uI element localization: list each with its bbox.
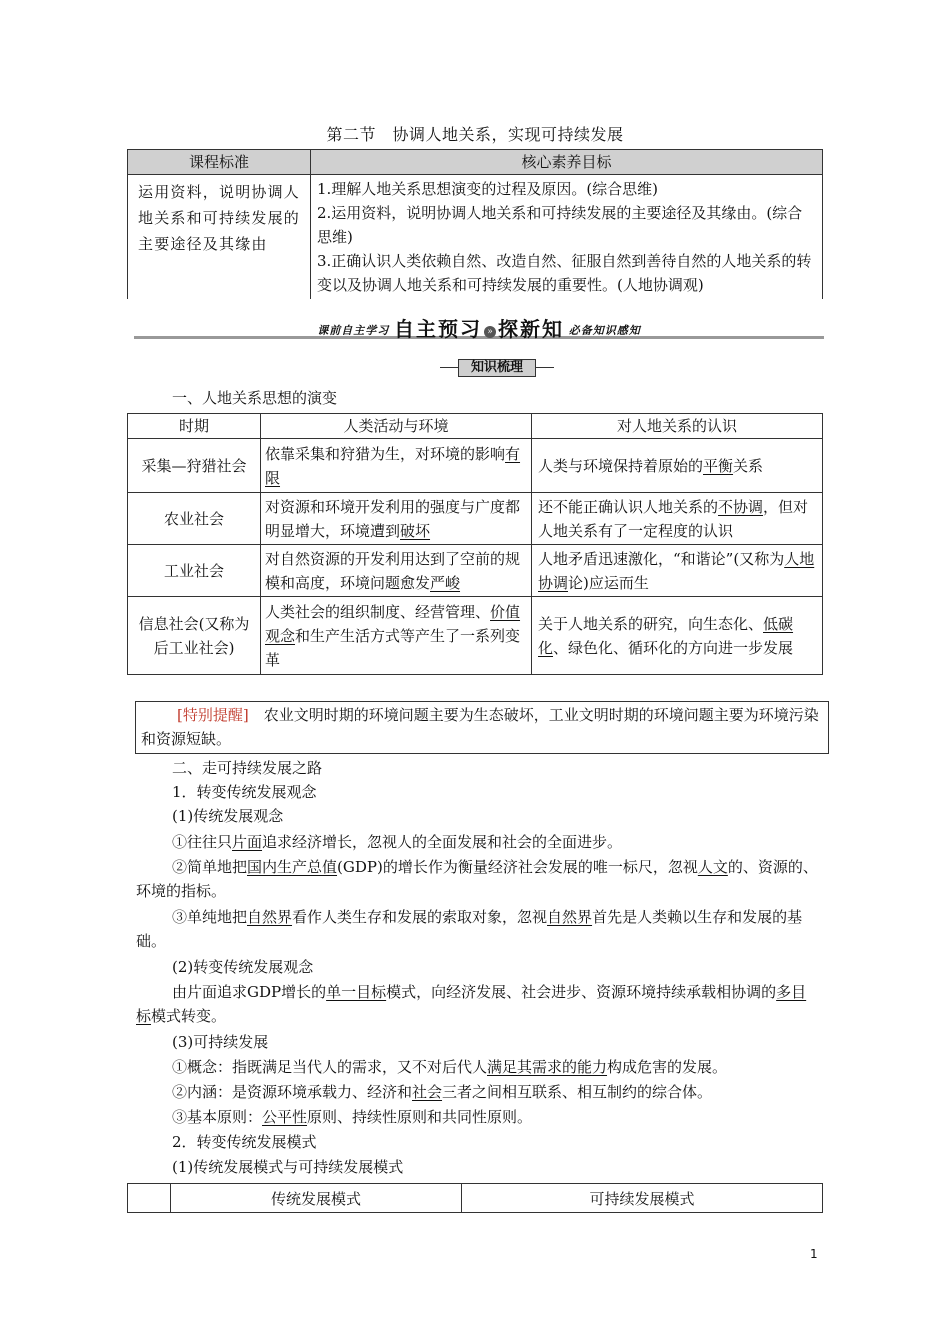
subheading-1-2: (2)转变传统发展观念 bbox=[172, 958, 314, 976]
paragraph: ③单纯地把自然界看作人类生存和发展的索取对象，忽视自然界首先是人类赖以生存和发展的基础。 bbox=[136, 908, 803, 950]
paragraph: 由片面追求GDP增长的单一目标模式，向经济发展、社会进步、资源环境持续承载相协调的多目标模式转变。 bbox=[136, 983, 807, 1025]
special-tip-box bbox=[135, 701, 829, 754]
paragraph: ①概念：指既满足当代人的需求，又不对后代人满足其需求的能力构成危害的发展。 bbox=[172, 1058, 728, 1076]
chevron-right-icon: » bbox=[484, 326, 496, 338]
view-cell: 还不能正确认识人地关系的不协调，但对人地关系有了一定程度的认识 bbox=[532, 493, 823, 545]
comparison-table bbox=[127, 1183, 823, 1213]
period-cell: 工业社会 bbox=[128, 545, 261, 597]
goals-cell bbox=[311, 175, 823, 300]
goal-item: 2.运用资料，说明协调人地关系和可持续发展的主要途径及其缘由。(综合思维) bbox=[317, 204, 803, 246]
subheading-1-3: (3)可持续发展 bbox=[172, 1033, 269, 1051]
subheading-2-1: (1)传统发展模式与可持续发展模式 bbox=[172, 1158, 404, 1176]
section-banner bbox=[134, 313, 824, 339]
activity-cell: 依靠采集和狩猎为生，对环境的影响有限 bbox=[261, 439, 532, 493]
subheading-1-1: (1)传统发展观念 bbox=[172, 807, 284, 825]
badge-line-left bbox=[440, 367, 458, 368]
period-table bbox=[127, 413, 823, 675]
header-goals: 核心素养目标 bbox=[311, 150, 823, 175]
heading-sustainable: 二、走可持续发展之路 bbox=[172, 759, 323, 777]
tip-label: [特别提醒] bbox=[177, 706, 249, 724]
heading-evolution: 一、人地关系思想的演变 bbox=[172, 389, 338, 407]
table-row bbox=[128, 545, 823, 597]
page-number: 1 bbox=[810, 1247, 818, 1261]
header-standard: 课程标准 bbox=[128, 150, 311, 175]
activity-cell: 对资源和环境开发利用的强度与广度都明显增大，环境遭到破坏 bbox=[261, 493, 532, 545]
page-title: 第二节 协调人地关系，实现可持续发展 bbox=[326, 125, 624, 144]
period-cell: 信息社会(又称为后工业社会) bbox=[128, 597, 261, 675]
activity-cell: 对自然资源的开发利用达到了空前的规模和高度，环境问题愈发严峻 bbox=[261, 545, 532, 597]
tip-text: 农业文明时期的环境问题主要为生态破坏，工业文明时期的环境问题主要为环境污染和资源短缺。 bbox=[141, 706, 819, 748]
banner-left-label: 课前自主学习 bbox=[317, 324, 390, 337]
paragraph: ③基本原则：公平性原则、持续性原则和共同性原则。 bbox=[172, 1108, 533, 1126]
badge-line-right bbox=[536, 367, 554, 368]
col-header-activity: 人类活动与环境 bbox=[261, 414, 532, 439]
view-cell: 人类与环境保持着原始的平衡关系 bbox=[532, 439, 823, 493]
view-cell: 人地矛盾迅速激化，“和谐论”(又称为人地协调论)应运而生 bbox=[532, 545, 823, 597]
table-row bbox=[128, 597, 823, 675]
banner-title-1: 自主预习 bbox=[394, 317, 482, 341]
banner-title-2: 探新知 bbox=[498, 317, 564, 341]
table-row bbox=[128, 493, 823, 545]
period-cell: 采集—狩猎社会 bbox=[128, 439, 261, 493]
col-header-sustainable: 可持续发展模式 bbox=[462, 1184, 823, 1213]
table-row bbox=[128, 439, 823, 493]
paragraph: ①往往只片面追求经济增长，忽视人的全面发展和社会的全面进步。 bbox=[172, 833, 623, 851]
goal-item: 3.正确认识人类依赖自然、改造自然、征服自然到善待自然的人地关系的转变以及协调人地关系和可持续发展的重要性。(人地协调观) bbox=[317, 252, 812, 294]
standard-text: 运用资料，说明协调人地关系和可持续发展的主要途径及其缘由 bbox=[128, 175, 311, 300]
paragraph: ②内涵：是资源环境承载力、经济和社会三者之间相互联系、相互制约的综合体。 bbox=[172, 1083, 713, 1101]
badge-label: 知识梳理 bbox=[458, 359, 536, 377]
col-header-view: 对人地关系的认识 bbox=[532, 414, 823, 439]
section-badge bbox=[440, 358, 554, 378]
goal-item: 1.理解人地关系思想演变的过程及原因。(综合思维) bbox=[317, 180, 659, 198]
banner-right-label: 必备知识感知 bbox=[568, 324, 641, 337]
subheading-1: 1．转变传统发展观念 bbox=[172, 783, 317, 801]
col-header-empty bbox=[128, 1184, 171, 1213]
col-header-traditional: 传统发展模式 bbox=[171, 1184, 462, 1213]
col-header-period: 时期 bbox=[128, 414, 261, 439]
subheading-2: 2．转变传统发展模式 bbox=[172, 1133, 317, 1151]
paragraph: ②简单地把国内生产总值(GDP)的增长作为衡量经济社会发展的唯一标尺，忽视人文的、资源的、环境的指标。 bbox=[136, 858, 818, 900]
period-cell: 农业社会 bbox=[128, 493, 261, 545]
curriculum-table bbox=[127, 149, 823, 299]
activity-cell: 人类社会的组织制度、经营管理、价值观念和生产生活方式等产生了一系列变革 bbox=[261, 597, 532, 675]
view-cell: 关于人地关系的研究，向生态化、低碳化、绿色化、循环化的方向进一步发展 bbox=[532, 597, 823, 675]
